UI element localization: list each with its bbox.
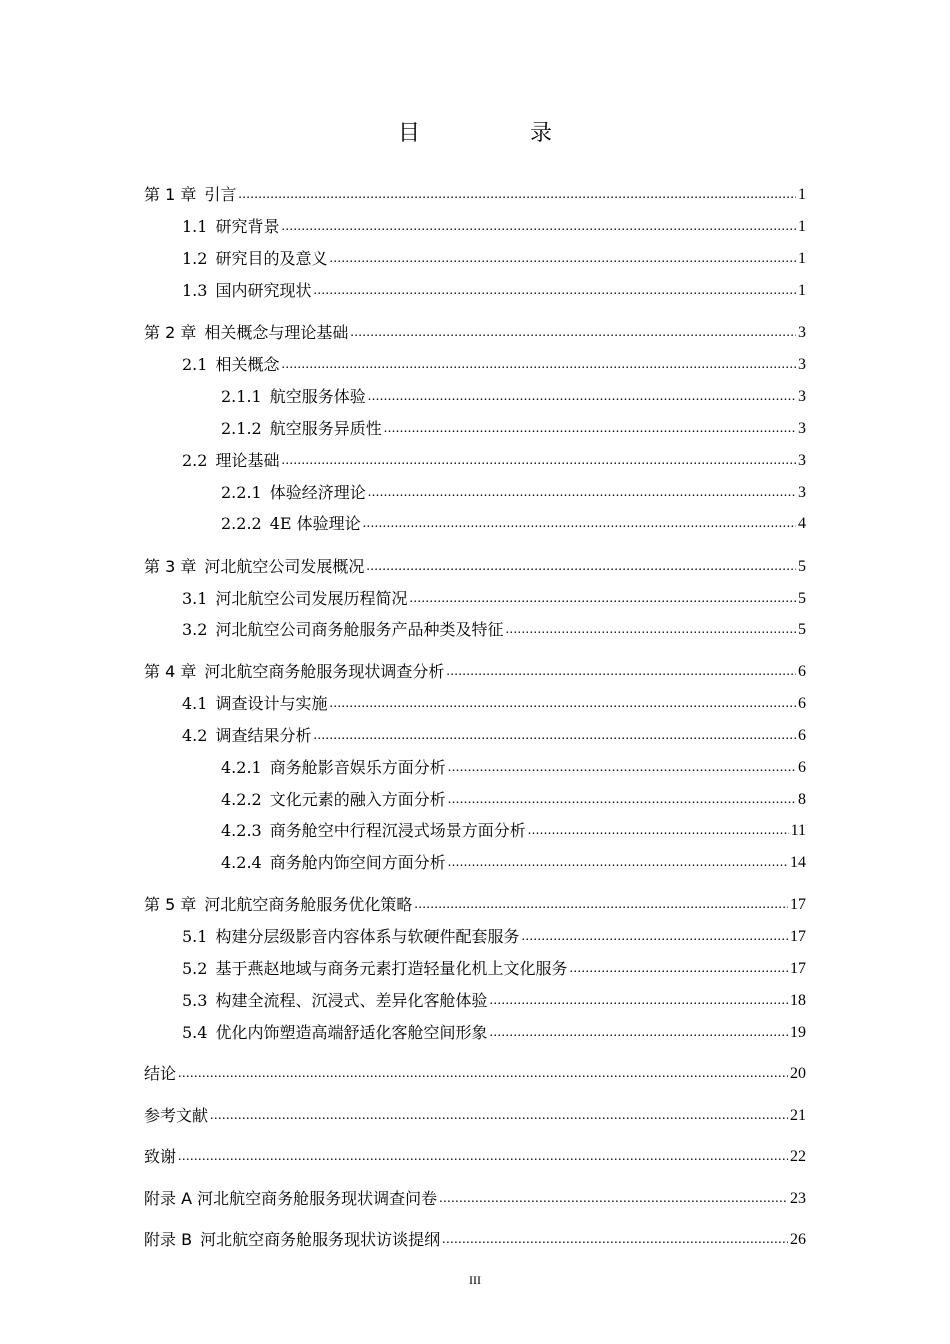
toc-entry-number: 4.2 xyxy=(182,726,208,745)
toc-entry-page: 3 xyxy=(798,324,806,341)
toc-dot-leader xyxy=(442,1230,788,1250)
toc-entry-page: 18 xyxy=(790,992,806,1009)
toc-dot-leader xyxy=(505,620,796,640)
toc-entry-page: 3 xyxy=(798,452,806,469)
toc-entry-number: 5.1 xyxy=(182,927,208,946)
toc-entry-number: 2.1 xyxy=(182,355,208,374)
toc-entry-page: 26 xyxy=(790,1231,806,1248)
toc-entry-page: 6 xyxy=(798,663,806,680)
toc-dot-leader xyxy=(569,959,788,979)
toc-entry-title: 体验经济理论 xyxy=(269,483,366,502)
toc-entry-title: 河北航空公司商务舱服务产品种类及特征 xyxy=(215,620,504,639)
toc-dot-leader xyxy=(281,355,796,375)
toc-entry-title: 航空服务体验 xyxy=(269,387,366,406)
toc-entry-title: 理论基础 xyxy=(215,451,280,470)
toc-entry-title: 河北航空商务舱服务现状调查分析 xyxy=(204,662,445,681)
toc-entry[interactable] xyxy=(144,1102,806,1126)
toc-entry-title: 致谢 xyxy=(144,1147,177,1166)
toc-entry-number: 4.2.1 xyxy=(221,758,262,777)
toc-entry-page: 17 xyxy=(790,960,806,977)
toc-dot-leader xyxy=(366,557,796,577)
toc-entry-number: 附录 B xyxy=(144,1230,193,1249)
toc-dot-leader xyxy=(414,895,788,915)
toc-entry-page: 4 xyxy=(798,515,806,532)
toc-dot-leader xyxy=(178,1147,788,1167)
toc-dot-leader xyxy=(178,1064,788,1084)
toc-entry-title: 4E 体验理论 xyxy=(269,514,361,533)
toc-dot-leader xyxy=(329,249,796,269)
toc-entry-title: 构建全流程、沉浸式、差异化客舱体验 xyxy=(215,991,488,1010)
toc-entry-number: 3.1 xyxy=(182,589,208,608)
toc-entry-number: 5.2 xyxy=(182,959,208,978)
toc-dot-leader xyxy=(446,662,796,682)
toc-entry-title: 研究目的及意义 xyxy=(215,249,328,268)
toc-entry-page: 3 xyxy=(798,356,806,373)
toc-entry-number: 2.1.1 xyxy=(221,387,262,406)
toc-entry-title: 相关概念与理论基础 xyxy=(204,323,349,342)
toc-entry-number: 1.1 xyxy=(182,217,208,236)
toc-entry[interactable] xyxy=(221,510,806,534)
toc-entry-page: 1 xyxy=(798,250,806,267)
toc-entry-page: 8 xyxy=(798,791,806,808)
toc-dot-leader xyxy=(363,514,796,534)
toc-entry-number: 第 4 章 xyxy=(144,662,197,681)
toc-entry-number: 3.2 xyxy=(182,620,208,639)
toc-entry[interactable] xyxy=(144,1226,806,1250)
toc-entry[interactable] xyxy=(182,987,806,1011)
toc-entry-page: 6 xyxy=(798,759,806,776)
toc-entry-page: 3 xyxy=(798,388,806,405)
toc-dot-leader xyxy=(448,758,796,778)
toc-entry[interactable] xyxy=(182,585,806,609)
toc-dot-leader xyxy=(409,589,796,609)
toc-dot-leader xyxy=(439,1189,788,1209)
toc-entry[interactable] xyxy=(144,891,806,915)
toc-entry-title: 航空服务异质性 xyxy=(269,419,382,438)
toc-entry-page: 5 xyxy=(798,621,806,638)
toc-entry-page: 1 xyxy=(798,186,806,203)
toc-entry[interactable] xyxy=(182,245,806,269)
toc-entry[interactable] xyxy=(144,181,806,205)
toc-entry-title: 基于燕赵地域与商务元素打造轻量化机上文化服务 xyxy=(215,959,568,978)
toc-entry-title: 优化内饰塑造高端舒适化客舱空间形象 xyxy=(215,1023,488,1042)
toc-entry-number: 第 5 章 xyxy=(144,895,197,914)
toc-dot-leader xyxy=(489,991,788,1011)
toc-entry-page: 6 xyxy=(798,727,806,744)
toc-entry[interactable] xyxy=(182,690,806,714)
toc-entry-number: 第 1 章 xyxy=(144,185,197,204)
toc-entry[interactable] xyxy=(144,319,806,343)
toc-entry[interactable] xyxy=(221,849,806,873)
toc-entry-title: 河北航空商务舱服务现状访谈提纲 xyxy=(200,1230,441,1249)
toc-entry-page: 5 xyxy=(798,590,806,607)
toc-entry-title: 调查设计与实施 xyxy=(215,694,328,713)
toc-entry-number: 2.2 xyxy=(182,451,208,470)
toc-entry-title: 文化元素的融入方面分析 xyxy=(269,790,446,809)
toc-entry-page: 11 xyxy=(790,822,806,839)
toc-entry[interactable] xyxy=(221,415,806,439)
toc-entry-title: 商务舱内饰空间方面分析 xyxy=(269,853,446,872)
toc-dot-leader xyxy=(329,694,796,714)
toc-entry-title: 相关概念 xyxy=(215,355,280,374)
toc-dot-leader xyxy=(528,821,789,841)
toc-entry-number: 4.2.4 xyxy=(221,853,262,872)
toc-entry-page: 21 xyxy=(790,1107,806,1124)
toc-entry-page: 20 xyxy=(790,1065,806,1082)
toc-entry-number: 第 3 章 xyxy=(144,557,197,576)
toc-entry-number: 1.3 xyxy=(182,281,208,300)
toc-entry-title: 参考文献 xyxy=(144,1106,209,1125)
toc-dot-leader xyxy=(489,1023,788,1043)
toc-entry-title: 商务舱空中行程沉浸式场景方面分析 xyxy=(269,821,526,840)
toc-entry-page: 19 xyxy=(790,1024,806,1041)
page-number: III xyxy=(469,1273,481,1287)
toc-entry-title: 研究背景 xyxy=(215,217,280,236)
toc-entry[interactable] xyxy=(182,277,806,301)
toc-entry-title: 附录 A 河北航空商务舱服务现状调查问卷 xyxy=(144,1189,438,1208)
toc-entry[interactable] xyxy=(182,1019,806,1043)
toc-entry-number: 5.4 xyxy=(182,1023,208,1042)
toc-entry[interactable] xyxy=(182,722,806,746)
toc-entry[interactable] xyxy=(182,213,806,237)
toc-entry-title: 国内研究现状 xyxy=(215,281,312,300)
toc-entry[interactable] xyxy=(221,817,806,841)
toc-entry-number: 4.2.2 xyxy=(221,790,262,809)
toc-entry-page: 17 xyxy=(790,928,806,945)
toc-entry-page: 3 xyxy=(798,420,806,437)
toc-entry[interactable] xyxy=(144,1185,806,1209)
toc-entry-number: 1.2 xyxy=(182,249,208,268)
toc-entry-page: 1 xyxy=(798,282,806,299)
toc-entry-page: 6 xyxy=(798,695,806,712)
toc-entry-number: 4.2.3 xyxy=(221,821,262,840)
toc-dot-leader xyxy=(368,387,796,407)
toc-dot-leader xyxy=(313,726,796,746)
toc-dot-leader xyxy=(384,419,796,439)
toc-entry-title: 商务舱影音娱乐方面分析 xyxy=(269,758,446,777)
toc-entry[interactable] xyxy=(221,754,806,778)
toc-dot-leader xyxy=(521,927,788,947)
toc-dot-leader xyxy=(281,217,796,237)
toc-entry-page: 14 xyxy=(790,854,806,871)
toc-entry-number: 2.2.1 xyxy=(221,483,262,502)
toc-entry-title: 河北航空公司发展历程简况 xyxy=(215,589,408,608)
toc-dot-leader xyxy=(448,790,796,810)
toc-entry-title: 调查结果分析 xyxy=(215,726,312,745)
toc-entry-title: 河北航空商务舱服务优化策略 xyxy=(204,895,413,914)
toc-dot-leader xyxy=(350,323,796,343)
toc-dot-leader xyxy=(368,483,796,503)
toc-entry-number: 第 2 章 xyxy=(144,323,197,342)
toc-entry[interactable] xyxy=(221,479,806,503)
toc-entry[interactable] xyxy=(182,447,806,471)
toc-entry-title: 结论 xyxy=(144,1064,177,1083)
toc-entry-page: 23 xyxy=(790,1190,806,1207)
toc-entry-number: 2.2.2 xyxy=(221,514,262,533)
toc-entry[interactable] xyxy=(144,1143,806,1167)
toc-entry[interactable] xyxy=(144,553,806,577)
toc-entry-title: 河北航空公司发展概况 xyxy=(204,557,365,576)
toc-entry-page: 5 xyxy=(798,558,806,575)
toc-entry-number: 2.1.2 xyxy=(221,419,262,438)
toc-entry-number: 5.3 xyxy=(182,991,208,1010)
toc-title: 目 录 xyxy=(397,121,596,146)
toc-entry-title: 引言 xyxy=(204,185,237,204)
toc-entry[interactable] xyxy=(182,923,806,947)
toc-entry[interactable] xyxy=(221,786,806,810)
toc-dot-leader xyxy=(281,451,796,471)
toc-entry-page: 1 xyxy=(798,218,806,235)
toc-entry[interactable] xyxy=(144,658,806,682)
toc-entry-title: 构建分层级影音内容体系与软硬件配套服务 xyxy=(215,927,520,946)
toc-entry-page: 17 xyxy=(790,896,806,913)
toc-dot-leader xyxy=(238,185,796,205)
toc-dot-leader xyxy=(210,1106,788,1126)
toc-entry[interactable] xyxy=(144,1060,806,1084)
toc-entry[interactable] xyxy=(182,616,806,640)
toc-entry[interactable] xyxy=(221,383,806,407)
toc-dot-leader xyxy=(313,281,796,301)
toc-entry-page: 3 xyxy=(798,484,806,501)
toc-entry-number: 4.1 xyxy=(182,694,208,713)
toc-entry[interactable] xyxy=(182,955,806,979)
toc-entry[interactable] xyxy=(182,351,806,375)
toc-dot-leader xyxy=(448,853,788,873)
toc-entry-page: 22 xyxy=(790,1148,806,1165)
